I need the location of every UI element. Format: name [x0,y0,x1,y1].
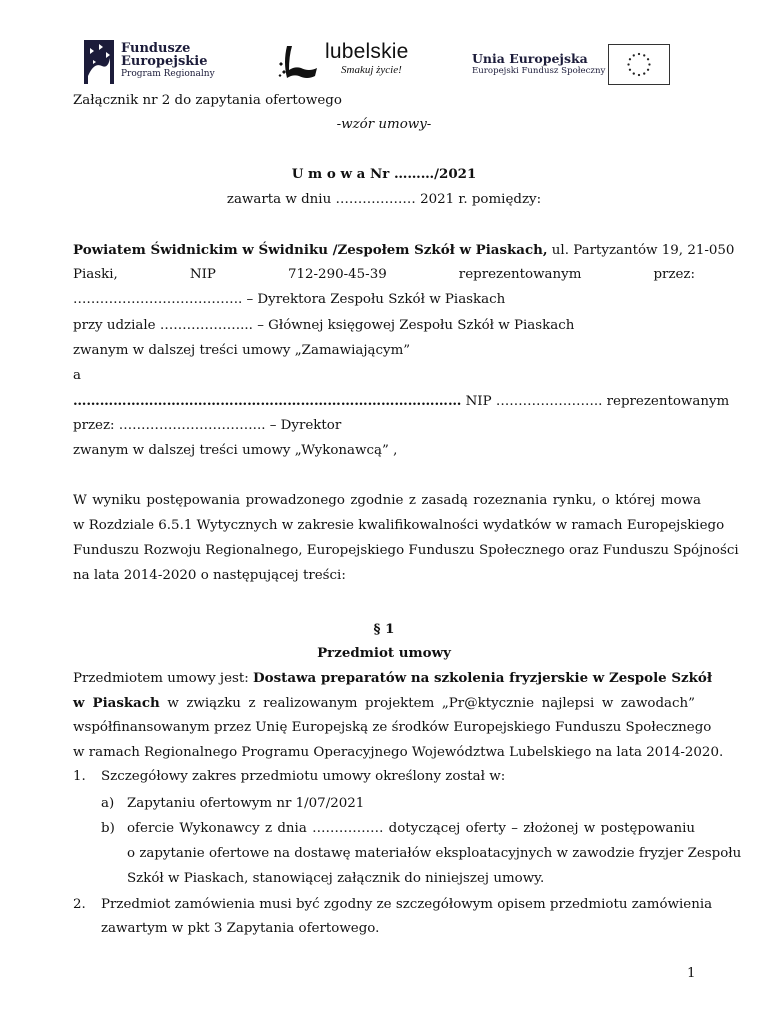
lubelskie-name: lubelskie [325,40,409,63]
ue-line2: Europejski Fundusz Społeczny [472,66,606,76]
subject-pre: Przedmiotem umowy jest: [73,671,249,686]
party1-accountant: przy udziale ………………... – Głównej księgowej Zespołu Szkół w Piaskach [73,318,575,333]
eu-star-icon [638,53,640,55]
eu-star-icon [633,72,635,74]
item-a-text: Zapytaniu ofertowym nr 1/07/2021 [127,796,365,811]
unia-europejska-text [472,52,605,78]
subject-line-2 [73,695,695,712]
party2-alias: zwanym w dalszej treści umowy „Wykonawcą” , [73,443,398,458]
subject-bold: Dostawa preparatów na szkolenia fryzjerskie w Zespole Szkół [253,670,712,686]
fe-line1: Fundusze [121,41,191,56]
intro-line-3: Funduszu Rozwoju Regionalnego, Europejskiego Funduszu Społecznego oraz Funduszu Spójności [73,543,739,558]
party1-line [73,242,735,259]
subject-line-1 [73,670,712,687]
subject-bold-2: w Piaskach [73,695,160,711]
logo-strip [0,0,768,90]
party2-dots: …………………………………………………………………………… [73,393,462,409]
intro-line-2: w Rozdziale 6.5.1 Wytycznych w zakresie kwalifikowalności wydatków w ramach Europejskiego [73,518,725,533]
item-b-label: b) [101,821,115,836]
item2-number: 2. [73,897,86,912]
attachment-label: Załącznik nr 2 do zapytania ofertowego [73,93,342,108]
eu-star-icon [629,58,631,60]
item1-number: 1. [73,769,86,784]
party2-line [73,393,730,410]
eu-star-icon [629,69,631,71]
item-b-line-2: o zapytanie ofertowe na dostawę materiałów eksploatacyjnych w zawodzie fryzjer Zespołu [127,846,742,861]
fe-line3: Program Regionalny [121,69,215,79]
contract-title: U m o w a Nr ………/2021 [291,166,477,182]
eu-star-icon [648,63,650,65]
item1-text: Szczegółowy zakres przedmiotu umowy określony został w: [101,769,506,784]
party1-address: ul. Partyzantów 19, 21-050 [551,243,735,258]
eu-star-icon [643,54,645,56]
item-a-label: a) [101,796,115,811]
lubelskie-slogan: Smakuj życie! [341,64,402,76]
intro-line-1: W wyniku postępowania prowadzonego zgodnie z zasadą rozeznania rynku, o której mowa [73,493,701,508]
page-number: 1 [687,966,696,981]
item-b-line-3: Szkół w Piaskach, stanowiącej załącznik do niniejszej umowy. [127,871,545,886]
subject-line-4: w ramach Regionalnego Programu Operacyjnego Województwa Lubelskiego na lata 2014-2020. [73,745,724,760]
intro-line-4: na lata 2014-2020 o następującej treści: [73,568,346,583]
section-title: Przedmiot umowy [317,645,451,661]
party1-nip: Piaski, NIP 712-290-45-39 reprezentowanym przez: [73,267,695,282]
concluded-line: zawarta w dniu ……………… 2021 r. pomiędzy: [226,192,542,207]
fundusze-europejskie-logo-icon [84,40,114,84]
item2-line-1: Przedmiot zamówienia musi być zgodny ze szczegółowym opisem przedmiotu zamówienia [101,897,713,912]
ue-line1: Unia Europejska [472,51,588,66]
section-number: § 1 [373,621,395,637]
subject-line-3: współfinansowanym przez Unię Europejską ze środków Europejskiego Funduszu Społecznego [73,720,712,735]
eu-star-icon [647,58,649,60]
eu-star-icon [627,63,629,65]
fe-line2: Europejskie [121,54,208,69]
subject-rest-2: w związku z realizowanym projektem „Pr@ktycznie najlepsi w zawodach” [167,696,695,711]
eu-star-icon [638,74,640,76]
party2-director: przez: …………………………... – Dyrektor [73,418,342,433]
template-label: -wzór umowy- [336,117,432,132]
party1-director: ……………………………….. – Dyrektora Zespołu Szkół w Piaskach [73,292,506,307]
item-b-line-1: ofercie Wykonawcy z dnia ……………. dotyczącej oferty – złożonej w postępowaniu [127,821,695,836]
item2-line-2: zawartym w pkt 3 Zapytania ofertowego. [101,921,380,936]
eu-star-icon [647,69,649,71]
party1-bold: Powiatem Świdnickim w Świdniku /Zespołem Szkół w Piaskach, [73,242,548,258]
eu-star-icon [643,72,645,74]
conjunction-a: a [73,368,81,383]
party1-alias: zwanym w dalszej treści umowy „Zamawiającym” [73,343,411,358]
eu-star-icon [633,54,635,56]
eu-flag-icon [608,44,670,85]
lubelskie-logo-icon [278,44,324,84]
party2-nip: NIP …………….…….. reprezentowanym [465,394,730,409]
fundusze-europejskie-text [121,42,215,81]
